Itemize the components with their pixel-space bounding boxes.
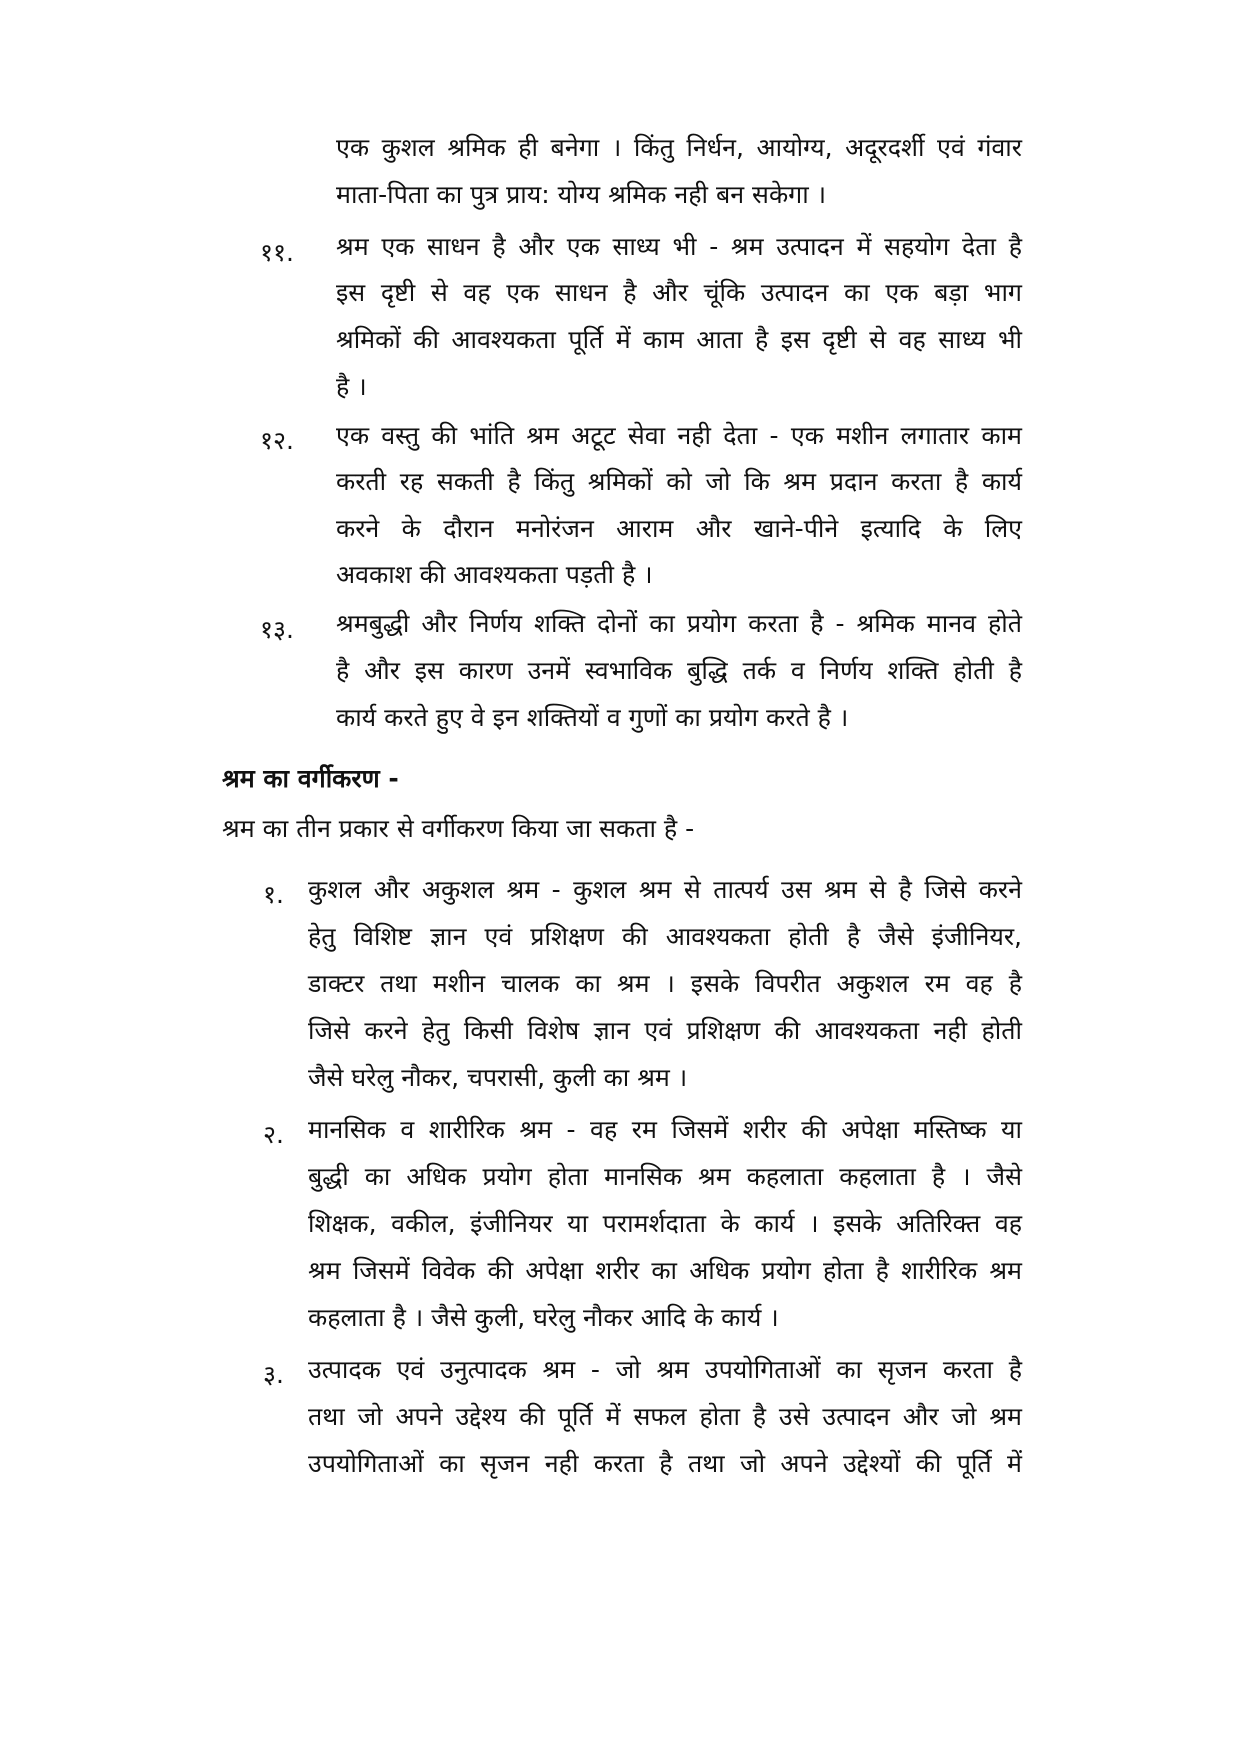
section-intro: श्रम का तीन प्रकार से वर्गीकरण किया जा सकता है - [222,814,695,843]
item-line: करने के दौरान मनोरंजन आराम और खाने-पीने इत्यादि के लिए [336,514,1022,543]
item-line: कहलाता है । जैसे कुली, घरेलु नौकर आदि के कार्य । [308,1303,779,1332]
paragraph-line: एक कुशल श्रमिक ही बनेगा । किंतु निर्धन, आयोग्य, अदूरदर्शी एवं गंवार [336,133,1022,162]
section-heading: श्रम का वर्गीकरण - [222,764,399,793]
item-line: मानसिक व शारीरिक श्रम - वह रम जिसमें शरीर की अपेक्षा मस्तिष्क या [308,1115,1022,1144]
item-line: है और इस कारण उनमें स्वभाविक बुद्धि तर्क व निर्णय शक्ति होती है [336,656,1022,685]
item-number: १२. [260,426,294,455]
item-line: श्रम एक साधन है और एक साध्य भी - श्रम उत्पादन में सहयोग देता है [336,232,1022,261]
item-line: शिक्षक, वकील, इंजीनियर या परामर्शदाता के कार्य । इसके अतिरिक्त वह [308,1209,1022,1238]
item-number: ३. [263,1360,284,1389]
item-line: जैसे घरेलु नौकर, चपरासी, कुली का श्रम । [308,1063,688,1092]
item-line: श्रमबुद्धी और निर्णय शक्ति दोनों का प्रयोग करता है - श्रमिक मानव होते [336,609,1022,638]
paragraph-line: माता-पिता का पुत्र प्राय: योग्य श्रमिक नही बन सकेगा । [336,180,827,209]
item-line: बुद्धी का अधिक प्रयोग होता मानसिक श्रम कहलाता कहलाता है । जैसे [308,1162,1022,1191]
item-number: १. [263,880,284,909]
item-line: कुशल और अकुशल श्रम - कुशल श्रम से तात्पर्य उस श्रम से है जिसे करने [308,875,1022,904]
item-line: हेतु विशिष्ट ज्ञान एवं प्रशिक्षण की आवश्यकता होती है जैसे इंजीनियर, [308,922,1022,951]
item-line: जिसे करने हेतु किसी विशेष ज्ञान एवं प्रशिक्षण की आवश्यकता नही होती [308,1016,1022,1045]
item-line: उपयोगिताओं का सृजन नही करता है तथा जो अपने उद्देश्यों की पूर्ति में [308,1449,1022,1478]
item-line: तथा जो अपने उद्देश्य की पूर्ति में सफल होता है उसे उत्पादन और जो श्रम [308,1402,1022,1431]
item-line: उत्पादक एवं उनुत्पादक श्रम - जो श्रम उपयोगिताओं का सृजन करता है [308,1355,1022,1384]
item-line: है । [336,372,367,401]
item-line: एक वस्तु की भांति श्रम अटूट सेवा नही देता - एक मशीन लगातार काम [336,421,1022,450]
item-line: कार्य करते हुए वे इन शक्तियों व गुणों का प्रयोग करते है । [336,703,849,732]
item-line: श्रमिकों की आवश्यकता पूर्ति में काम आता है इस दृष्टी से वह साध्य भी [336,325,1022,354]
item-number: २. [263,1120,284,1149]
item-line: श्रम जिसमें विवेक की अपेक्षा शरीर का अधिक प्रयोग होता है शारीरिक श्रम [308,1256,1022,1285]
item-line: करती रह सकती है किंतु श्रमिकों को जो कि श्रम प्रदान करता है कार्य [336,467,1022,496]
item-number: १३. [260,615,294,644]
item-number: ११. [260,238,294,267]
item-line: इस दृष्टी से वह एक साधन है और चूंकि उत्पादन का एक बड़ा भाग [336,278,1022,307]
item-line: डाक्टर तथा मशीन चालक का श्रम । इसके विपरीत अकुशल रम वह है [308,969,1022,998]
item-line: अवकाश की आवश्यकता पड़ती है । [336,560,653,589]
